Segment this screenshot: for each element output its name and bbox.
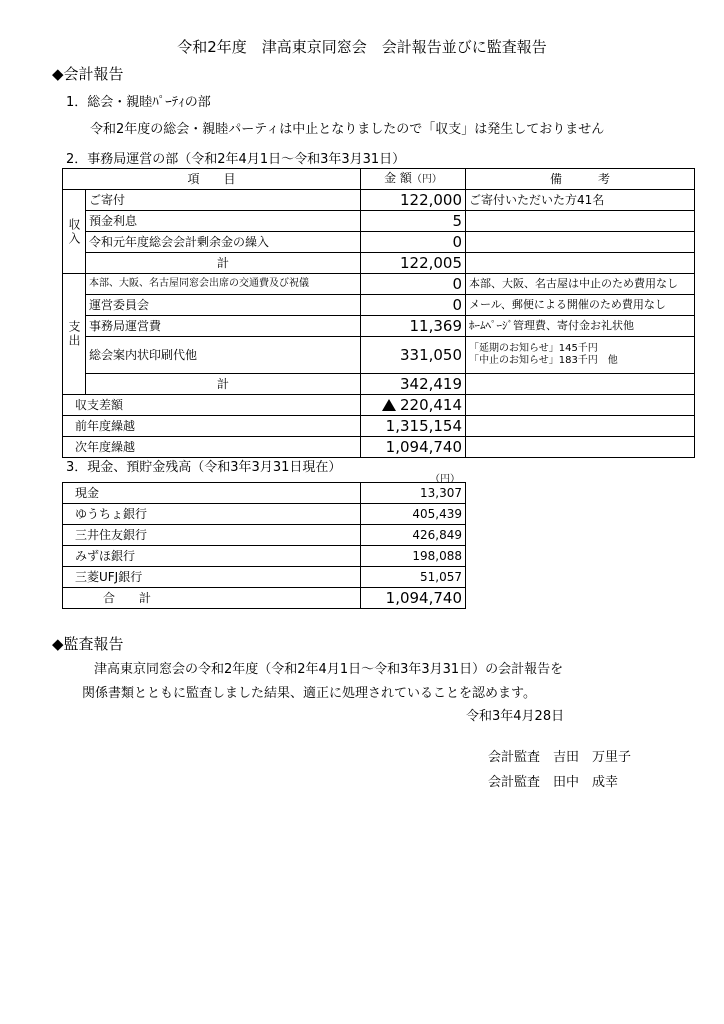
income-amount: 0: [361, 232, 466, 253]
income-label: 収入: [63, 190, 86, 274]
table-row: [63, 525, 466, 546]
summary-amount: 1,315,154: [361, 416, 466, 437]
section-1-heading: 1．総会・親睦ﾊﾟｰﾃｨの部: [66, 95, 211, 110]
summary-label: 前年度繰越: [63, 416, 361, 437]
expense-note: 本部、大阪、名古屋は中止のため費用なし: [466, 274, 695, 295]
table-row: [63, 374, 695, 395]
expense-label: 支出: [63, 274, 86, 395]
table-row: [63, 483, 466, 504]
table-row: [63, 588, 466, 609]
balances-table: [62, 482, 466, 609]
balance-amount: 426,849: [361, 525, 466, 546]
table-row: [63, 190, 695, 211]
table-row: [63, 274, 695, 295]
balance-amount: 198,088: [361, 546, 466, 567]
table-row: [63, 395, 695, 416]
audit-date: 令和3年4月28日: [466, 709, 565, 724]
expense-item: 総会案内状印刷代他: [86, 337, 361, 374]
section-1-text: 令和2年度の総会・親睦パーティは中止となりましたので「収支」は発生しておりません: [90, 122, 605, 137]
balance-label: 三菱UFJ銀行: [63, 567, 361, 588]
expense-note: メール、郵便による開催のため費用なし: [466, 295, 695, 316]
table-header-row: [63, 169, 695, 190]
table-row: [63, 316, 695, 337]
table-row: [63, 295, 695, 316]
table-row: [63, 546, 466, 567]
summary-amount: 220,414: [361, 395, 466, 416]
income-note: [466, 232, 695, 253]
accounting-heading: ◆会計報告: [52, 65, 124, 83]
triangle-icon: [382, 399, 396, 411]
expense-note: ﾎｰﾑﾍﾟｰｼﾞ管理費、寄付金お礼状他: [466, 316, 695, 337]
expense-amount: 0: [361, 274, 466, 295]
table-row: [63, 253, 695, 274]
table-row: [63, 416, 695, 437]
expense-item: 運営委員会: [86, 295, 361, 316]
income-amount: 122,000: [361, 190, 466, 211]
income-total-amount: 122,005: [361, 253, 466, 274]
table-row: [63, 337, 695, 374]
auditor-1: 会計監査 吉田 万里子: [488, 750, 632, 765]
balance-label: 現金: [63, 483, 361, 504]
income-item: ご寄付: [86, 190, 361, 211]
header-note: 備 考: [466, 169, 695, 190]
expense-amount: 331,050: [361, 337, 466, 374]
page-title: 令和2年度 津高東京同窓会 会計報告並びに監査報告: [177, 38, 547, 56]
income-item: 令和元年度総会会計剰余金の繰入: [86, 232, 361, 253]
expense-total-amount: 342,419: [361, 374, 466, 395]
balance-total-amount: 1,094,740: [361, 588, 466, 609]
table-row: [63, 567, 466, 588]
audit-heading: ◆監査報告: [52, 635, 124, 653]
section-3-heading: 3．現金、預貯金残高（令和3年3月31日現在）: [66, 460, 342, 475]
section-2-heading: 2．事務局運営の部（令和2年4月1日～令和3年3月31日）: [66, 152, 406, 167]
header-item: 項 目: [63, 169, 361, 190]
balance-label: 三井住友銀行: [63, 525, 361, 546]
expense-item: 事務局運営費: [86, 316, 361, 337]
audit-line-2: 関係書類とともに監査しました結果、適正に処理されていることを認めます。: [82, 686, 536, 701]
table-row: [63, 504, 466, 525]
expense-amount: 0: [361, 295, 466, 316]
income-total-label: 計: [86, 253, 361, 274]
expense-total-label: 計: [86, 374, 361, 395]
expense-item: 本部、大阪、名古屋同窓会出席の交通費及び祝儀: [86, 274, 361, 295]
auditor-2: 会計監査 田中 成幸: [488, 775, 619, 790]
unit-label: （円）: [430, 474, 460, 485]
expense-note: 「延期のお知らせ」145千円 「中止のお知らせ」183千円 他: [466, 337, 695, 374]
table-row: [63, 437, 695, 458]
balance-label: ゆうちょ銀行: [63, 504, 361, 525]
balance-total-label: 合 計: [63, 588, 361, 609]
balance-amount: 13,307: [361, 483, 466, 504]
summary-label: 収支差額: [63, 395, 361, 416]
expense-amount: 11,369: [361, 316, 466, 337]
income-item: 預金利息: [86, 211, 361, 232]
table-row: [63, 211, 695, 232]
income-note: ご寄付いただいた方41名: [466, 190, 695, 211]
balance-amount: 51,057: [361, 567, 466, 588]
summary-label: 次年度繰越: [63, 437, 361, 458]
income-amount: 5: [361, 211, 466, 232]
summary-amount: 1,094,740: [361, 437, 466, 458]
header-amount: 金 額（円）: [361, 169, 466, 190]
balance-amount: 405,439: [361, 504, 466, 525]
audit-line-1: 津高東京同窓会の令和2年度（令和2年4月1日～令和3年3月31日）の会計報告を: [94, 662, 564, 677]
table-row: [63, 232, 695, 253]
balance-label: みずほ銀行: [63, 546, 361, 567]
income-note: [466, 211, 695, 232]
operations-table: [62, 168, 695, 458]
